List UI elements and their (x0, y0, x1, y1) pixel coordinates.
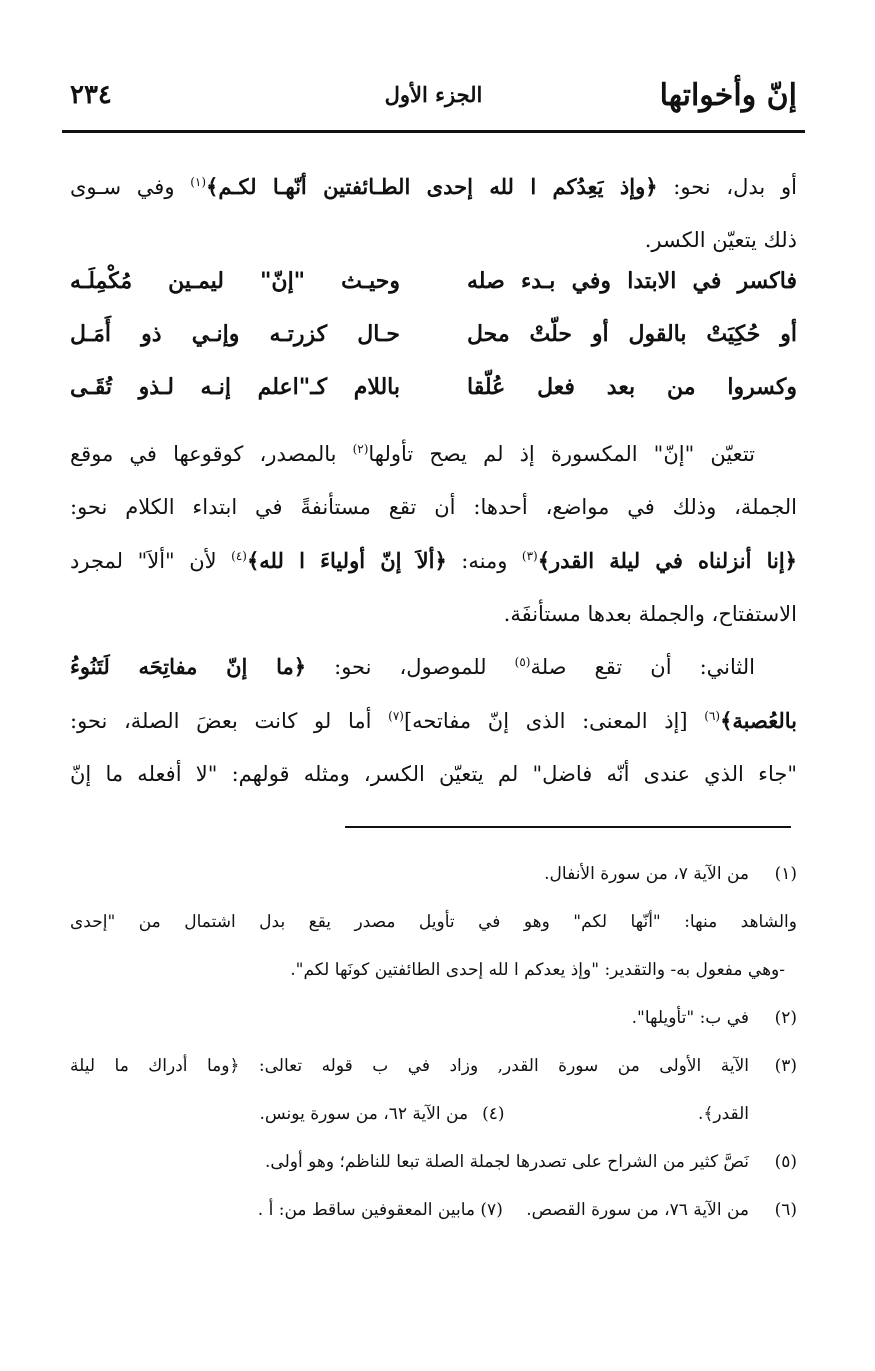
quran-quote: ﴿ما إنّ مفاتِحَه لَتَنُوءُ (70, 654, 307, 679)
footnote-6-7-line (70, 1186, 797, 1234)
footnote-text: من الآية ٧، من سورة الأنفال. (544, 864, 749, 884)
poem-verse (70, 374, 797, 424)
verse-first-hemistich: أو حُكِيَتْ بالقول أو حلّتْ محل (467, 321, 797, 347)
poem-verse (70, 268, 797, 318)
second-case-paragraph (70, 640, 797, 801)
text-run: وفي سـوى (70, 175, 191, 199)
text-run: ومنه: (446, 549, 522, 573)
text-line: الجملة، وذلك في مواضع، أحدها: أن تقع مستأنفةً في ابتداء الكلام نحو: (70, 495, 797, 519)
text-line: ذلك يتعيّن الكسر. (644, 228, 797, 252)
text-line: الاستفتاح، والجملة بعدها مستأنفَة. (503, 602, 797, 626)
text-line (70, 428, 797, 481)
footnote-text: من الآية ٦٢، من سورة يونس. (259, 1104, 469, 1124)
footnotes (70, 850, 797, 1234)
text-run: للموصول، نحو: (306, 655, 515, 679)
footnote-continuation: -وهي مفعول به- والتقدير: "وإذ يعدكم ا لله إحدى الطائفتين كونَها لكم". (290, 960, 785, 980)
footnote-2 (70, 994, 797, 1042)
footnote-text: في ب: "تأويلها". (631, 1008, 749, 1028)
quran-quote: ﴿ألاَ إنّ أولياءَ ا لله﴾ (246, 548, 447, 573)
footnote-continuation: والشاهد منها: "أنّها لكم" وهو في تأويل مصدر يقع بدل اشتمال من "إحدى (70, 912, 797, 932)
footnote-ref: (١) (190, 175, 207, 189)
header-divider (62, 130, 805, 133)
intro-paragraph (70, 160, 797, 267)
quran-quote: بالعُصبة﴾ (720, 708, 797, 733)
footnote-ref: (٧) (388, 709, 404, 723)
footnote-text: مابين المعقوفين ساقط من: أ . (257, 1200, 475, 1220)
footnote-1 (70, 850, 797, 898)
footnote-continuation: القدر﴾. (698, 1104, 749, 1124)
footnote-number: (٧) (480, 1200, 503, 1220)
volume-label: الجزء الأول (384, 82, 483, 107)
footnote-number: (٥) (774, 1152, 797, 1172)
footnote-number: (٣) (774, 1056, 797, 1076)
footnote-number: (٢) (774, 1008, 797, 1028)
quran-quote: ﴿وإذ يَعِدُكم ا لله إحدى الطـائفتين أنّهـا لكـم﴾ (206, 174, 658, 199)
footnote-ref: (٦) (704, 709, 721, 723)
footnote-text: نَصَّ كثير من الشراح على تصدرها لجملة الصلة تبعا للناظم؛ وهو أولى. (265, 1152, 749, 1172)
text-run: أما لو كانت بعضَ الصلة، نحو: (70, 709, 389, 733)
running-header (70, 78, 797, 122)
footnote-number: (١) (774, 864, 797, 884)
footnote-3 (70, 1042, 797, 1090)
text-run: لأن "ألاَ" لمجرد (70, 549, 232, 573)
text-line (70, 160, 797, 214)
poem-verse (70, 321, 797, 371)
verse-second-hemistich: باللام كـ"اعلم إنـه لـذو تُقَـى (70, 374, 400, 400)
text-line (70, 534, 797, 588)
footnote-text: من الآية ٧٦، من سورة القصص. (526, 1200, 749, 1220)
quran-quote: ﴿إنا أنزلناه في ليلة القدر﴾ (537, 548, 797, 573)
verse-first-hemistich: فاكسر في الابتدا وفي بـدء صله (467, 268, 797, 294)
footnote-ref: (٥) (514, 655, 531, 669)
text-line (70, 694, 797, 748)
verse-second-hemistich: حـال كزرتـه وإنـي ذو أَمَـل (70, 321, 400, 347)
footnote-text: الآية الأولى من سورة القدر, وزاد في ب قوله تعالى: ﴿وما أدراك ما ليلة (70, 1056, 749, 1076)
text-run: [إذ المعنى: الذى إنّ مفاتحه] (403, 709, 705, 733)
text-line: "جاء الذي عندى أنّه فاضل" لم يتعيّن الكسر، ومثله قولهم: "لا أفعله ما إنّ (70, 762, 797, 786)
footnote-divider (345, 826, 791, 828)
footnote-number: (٦) (774, 1200, 797, 1220)
footnote-5 (70, 1138, 797, 1186)
footnote-ref: (٣) (521, 549, 538, 563)
verse-first-hemistich: وكسروا من بعد فعل عُلّقا (467, 374, 797, 400)
footnote-3-4-line (70, 1090, 797, 1138)
chapter-title: إنّ وأخواتها (659, 78, 797, 113)
footnote-4 (259, 1090, 518, 1138)
text-run: الثاني: أن تقع صلة (530, 655, 755, 679)
text-run: تتعيّن "إنّ" المكسورة إذ لم يصح تأولها (368, 442, 755, 466)
verse-second-hemistich: وحيـث "إنّ" ليمـين مُكْمِلَـه (70, 268, 400, 294)
footnote-ref: (٢) (352, 442, 369, 456)
spacer (70, 1090, 80, 1138)
text-run: بالمصدر، كوقوعها في موقع (70, 442, 353, 466)
footnote-number: (٤) (482, 1104, 505, 1124)
footnote-ref: (٤) (231, 549, 247, 563)
text-run: أو بدل، نحو: (657, 175, 797, 199)
explanation-paragraph (70, 428, 797, 641)
text-line (70, 640, 797, 694)
footnote-row (70, 1090, 749, 1138)
page-number: ٢٣٤ (70, 80, 112, 110)
